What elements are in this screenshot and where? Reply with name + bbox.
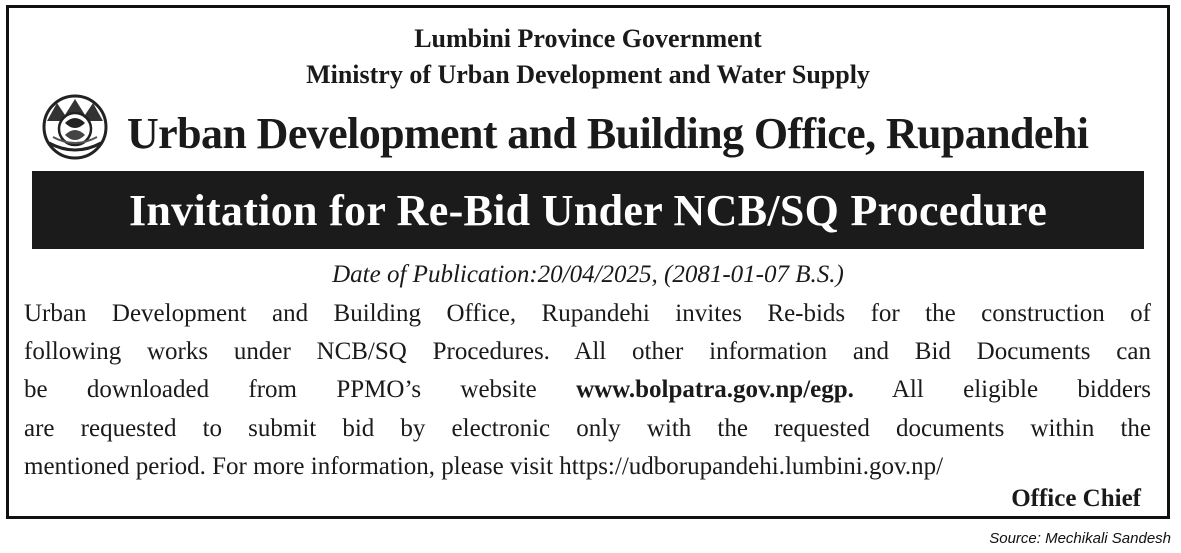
title-banner: [32, 171, 1144, 249]
office-name: Urban Development and Building Office, Rupandehi: [127, 109, 1089, 158]
source-credit: Source: Mechikali Sandesh: [989, 530, 1171, 547]
body-line-3-start: be downloaded from PPMO’s website: [24, 376, 577, 404]
notice-box: [6, 5, 1170, 519]
body-line-1: Urban Development and Building Office, Rupandehi invites Re-bids for the construction of: [24, 300, 1151, 327]
ministry-name: Ministry of Urban Development and Water Supply: [306, 60, 870, 89]
government-emblem-icon: [39, 93, 111, 161]
publication-date: Date of Publication:20/04/2025, (2081-01-07 B.S.): [332, 261, 844, 288]
notice-body: [24, 295, 1151, 486]
body-line-3-end: All eligible bidders: [853, 376, 1151, 404]
body-line-5: mentioned period. For more information, please visit https://udborupandehi.lumbini.gov.np/: [24, 452, 944, 480]
notice-title: Invitation for Re-Bid Under NCB/SQ Procedure: [128, 185, 1048, 235]
bolpatra-link[interactable]: www.bolpatra.gov.np/egp.: [576, 376, 854, 404]
body-line-3: [24, 371, 1151, 409]
body-line-2: following works under NCB/SQ Procedures. All other information and Bid Documents can: [24, 338, 1151, 366]
signature: Office Chief: [1011, 485, 1141, 512]
body-line-4: are requested to submit bid by electronic only with the requested documents within the: [24, 414, 1151, 442]
government-name: Lumbini Province Government: [414, 24, 762, 53]
